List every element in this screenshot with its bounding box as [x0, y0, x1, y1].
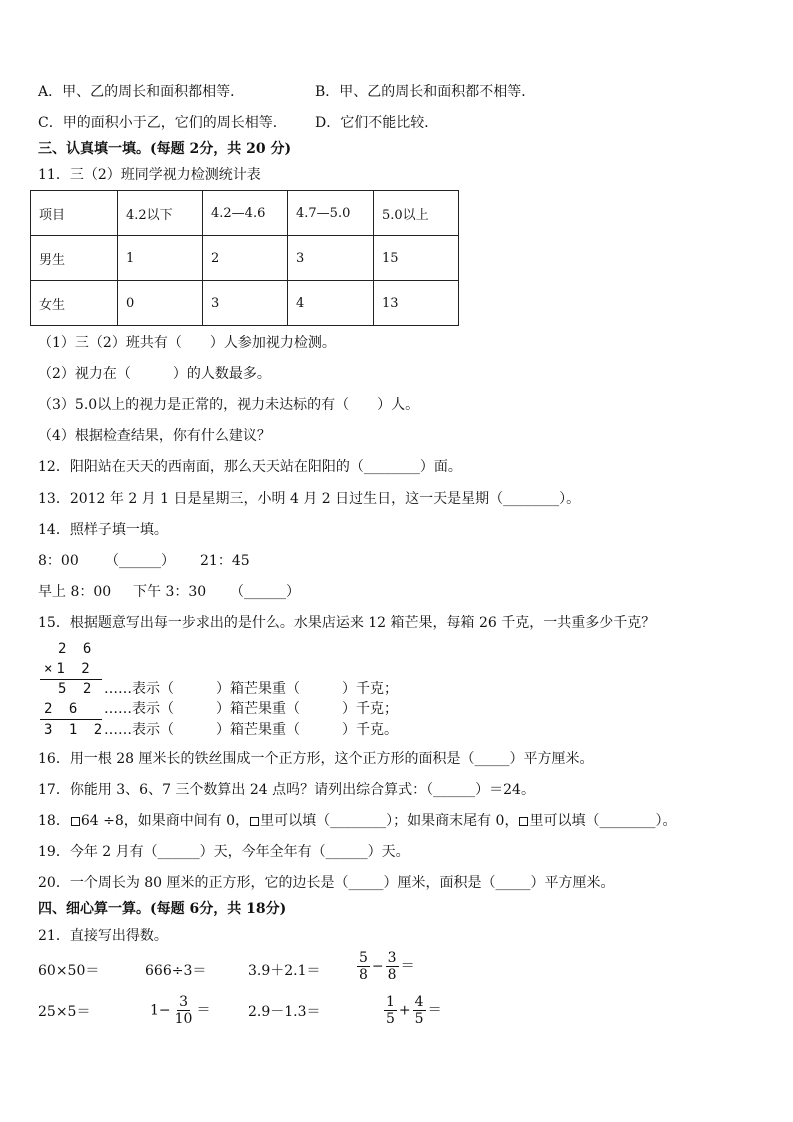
equals: ＝	[196, 1002, 211, 1019]
section3-title: 三、认真填一填。(每题 2分，共 20 分)	[38, 141, 292, 157]
q14-row2-c: （______）	[230, 584, 300, 600]
blank-box-icon	[250, 817, 259, 826]
q18	[38, 812, 676, 830]
option-d: D．它们不能比较．	[315, 115, 439, 131]
fraction	[386, 950, 399, 983]
calc-expr-6	[150, 994, 210, 1027]
option-a: A．甲、乙的周长和面积都相等．	[38, 84, 245, 100]
calc-expr-2: 666÷3＝	[145, 963, 207, 979]
q17: 17．你能用 3、6、7 三个数算出 24 点吗？请列出综合算式：（______）＝24。	[38, 782, 535, 798]
q11-title: 11．三（2）班同学视力检测统计表	[38, 167, 261, 183]
denominator: 5	[386, 1011, 395, 1027]
q13: 13．2012 年 2 月 1 日是星期三，小明 4 月 2 日过生日，这一天是星期（________）。	[38, 491, 581, 507]
option-c: C．甲的面积小于乙，它们的周长相等．	[38, 115, 287, 131]
table-cell: 3	[288, 236, 374, 281]
table-cell: 4	[288, 281, 374, 326]
table-cell: 男生	[31, 236, 118, 281]
calc-expr-3: 3.9＋2.1＝	[248, 963, 321, 979]
fraction	[173, 994, 195, 1027]
calc-rule	[40, 719, 102, 720]
q21-title: 21．直接写出得数。	[38, 928, 168, 944]
q18-part4: 里可以填（________）。	[529, 813, 677, 829]
section4-title: 四、细心算一算。(每题 6分，共 18分)	[38, 901, 287, 917]
table-cell: 0	[118, 281, 203, 326]
denominator: 5	[414, 1011, 424, 1027]
table-cell: 女生	[31, 281, 118, 326]
q12: 12．阳阳站在天天的西南面，那么天天站在阳阳的（________）面。	[38, 459, 462, 475]
q15-title: 15．根据题意写出每一步求出的是什么。水果店运来 12 箱芒果，每箱 26 千克，一共重多少千克？	[38, 615, 656, 631]
q19: 19．今年 2 月有（______）天，今年全年有（______）天。	[38, 844, 410, 860]
q14-row1-c: 21：45	[200, 553, 250, 569]
q14-row2-b: 下午 3：30	[133, 584, 207, 600]
q11-sub2: （2）视力在（ ）的人数最多。	[38, 366, 271, 382]
calc-text2: ……表示（ ）箱芒果重（ ）千克；	[104, 701, 398, 717]
table-cell: 13	[374, 281, 459, 326]
blank-box-icon	[71, 817, 80, 826]
calc-text1: ……表示（ ）箱芒果重（ ）千克；	[104, 681, 398, 697]
q16: 16．用一根 28 厘米长的铁丝围成一个正方形，这个正方形的面积是（_____）平方厘米。	[38, 751, 594, 767]
q11-sub4: （4）根据检查结果，你有什么建议？	[38, 428, 271, 444]
q14-row2-a: 早上 8：00	[38, 584, 112, 600]
vision-table	[30, 190, 459, 326]
fraction	[413, 994, 426, 1027]
q20: 20．一个周长为 80 厘米的正方形，它的边长是（_____）厘米，面积是（_____）平方厘米。	[38, 875, 615, 891]
equals: ＝	[427, 1002, 442, 1019]
denominator: 10	[174, 1011, 193, 1027]
option-b: B．甲、乙的周长和面积都不相等．	[315, 84, 536, 100]
fraction	[384, 994, 397, 1027]
q18-number: 18．	[38, 813, 70, 829]
q11-sub3: （3）5.0以上的视力是正常的，视力未达标的有（ ）人。	[38, 397, 420, 413]
table-cell: 4.2以下	[118, 191, 203, 236]
table-cell: 5.0以上	[374, 191, 459, 236]
calc-line1: 2 6	[58, 641, 96, 657]
table-cell: 4.7—5.0	[288, 191, 374, 236]
calc-line5: 3 1 2	[44, 722, 107, 738]
calc-line3: 5 2	[58, 681, 96, 697]
table-cell: 1	[118, 236, 203, 281]
table-cell: 项目	[31, 191, 118, 236]
operator: +	[398, 1002, 411, 1019]
q14-row1-a: 8：00	[38, 553, 79, 569]
numerator: 1	[386, 994, 395, 1010]
calc-expr-4	[355, 950, 415, 983]
q18-part3: 里可以填（________）；如果商末尾有 0，	[260, 813, 519, 829]
calc-expr-7: 2.9－1.3＝	[248, 1004, 321, 1020]
table-cell: 3	[203, 281, 288, 326]
denominator: 8	[387, 967, 397, 983]
table-row	[31, 191, 459, 236]
table-cell: 15	[374, 236, 459, 281]
denominator: 8	[359, 967, 368, 983]
calc-expr-5: 25×5＝	[38, 1004, 91, 1020]
numerator: 4	[414, 994, 424, 1010]
q18-part2: 64 ÷8，如果商中间有 0，	[80, 813, 250, 829]
operator: −	[371, 958, 384, 975]
q11-sub1: （1）三（2）班共有（ ）人参加视力检测。	[38, 335, 336, 351]
calc-expr-1: 60×50＝	[38, 963, 100, 979]
numerator: 3	[179, 994, 189, 1010]
q14-title: 14．照样子填一填。	[38, 522, 168, 538]
calc-text3: ……表示（ ）箱芒果重（ ）千克。	[104, 722, 398, 738]
blank-box-icon	[519, 817, 528, 826]
q14-row1-b: （______）	[105, 553, 175, 569]
calc-expr-8	[382, 994, 442, 1027]
table-row	[31, 236, 459, 281]
table-cell: 4.2—4.6	[203, 191, 288, 236]
fraction	[357, 950, 370, 983]
table-row	[31, 281, 459, 326]
equals: ＝	[400, 958, 415, 975]
calc-line2: ×1 2	[44, 661, 94, 677]
numerator: 3	[387, 950, 397, 966]
prefix: 1−	[150, 1002, 171, 1019]
numerator: 5	[359, 950, 368, 966]
table-cell: 2	[203, 236, 288, 281]
calc-line4: 2 6	[44, 701, 82, 717]
